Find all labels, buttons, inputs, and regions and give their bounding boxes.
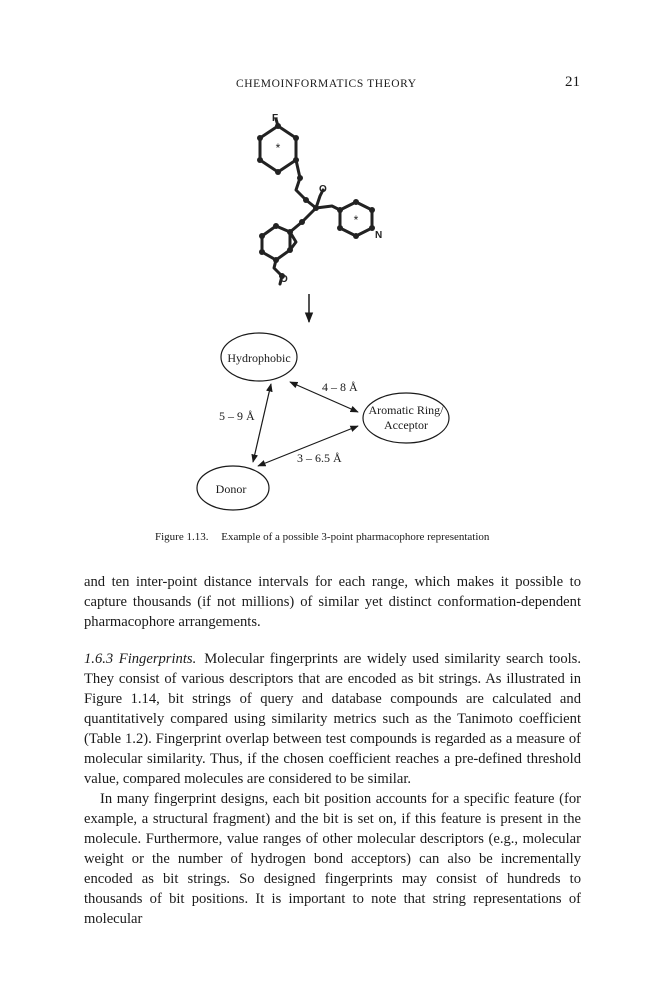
paragraph-2-text: Molecular fingerprints are widely used similarity search tools. They consist of various descriptors that are encoded as bit strings. As illustrated in Figure 1.14, bit strings of query and database compounds are calculated and quantitatively compared using similarity metrics such as the Tanimoto coefficient (Table 1.2). Fingerprint overlap between test compounds is regarded as a measure of molecular similarity. Thus, if the chosen coefficient reaches a pre-defined threshold value, compared molecules are considered to be similar. [84, 651, 581, 787]
svg-text:*: * [275, 141, 281, 155]
paragraph-1: and ten inter-point distance intervals for each range, which makes it possible to capture thousands (if not millions) of similar yet distinct conformation-dependent pharmacophore arrangements. [84, 574, 581, 630]
edge-hydrophobic-donor [253, 384, 271, 462]
paragraph-3: In many fingerprint designs, each bit position accounts for a specific feature (for example, a structural fragment) and the bit is set on, if this feature is present in the molecule. Furthermore, value ranges of other molecular descriptors (e.g., molecular weight or the number of hydrogen bond acceptors) can also be incrementally encoded as bit strings. So designed fingerprints may consist of hundreds to thousands of bit positions. It is important to note that string representations of molecular [84, 791, 581, 927]
paragraph-2 [84, 649, 581, 789]
svg-text:*: * [353, 213, 359, 227]
atom-label-carbonyl-o: O [319, 184, 327, 195]
atom-label-n: N [375, 230, 383, 241]
node-aromatic-label-2: Acceptor [384, 418, 428, 432]
figure-caption [155, 531, 489, 543]
piperidine-ring [262, 226, 290, 260]
node-aromatic-label-1: Aromatic Ring/ [368, 403, 444, 417]
page-number: 21 [565, 74, 580, 90]
distance-label-4-8: 4 – 8 Å [322, 380, 358, 394]
caption-label: Figure 1.13. [155, 531, 209, 543]
caption-text: Example of a possible 3-point pharmacophore representation [221, 531, 490, 543]
node-hydrophobic-label: Hydrophobic [227, 351, 291, 365]
atom-label-hydroxyl-o: O [280, 274, 288, 285]
running-head: CHEMOINFORMATICS THEORY [236, 78, 417, 90]
atom-label-f: F [272, 113, 279, 124]
section-heading: 1.6.3 Fingerprints. [84, 651, 197, 667]
body-text [84, 572, 581, 929]
distance-label-5-9: 5 – 9 Å [219, 409, 255, 423]
node-donor-label: Donor [215, 482, 247, 496]
distance-label-3-6-5: 3 – 6.5 Å [297, 451, 342, 465]
